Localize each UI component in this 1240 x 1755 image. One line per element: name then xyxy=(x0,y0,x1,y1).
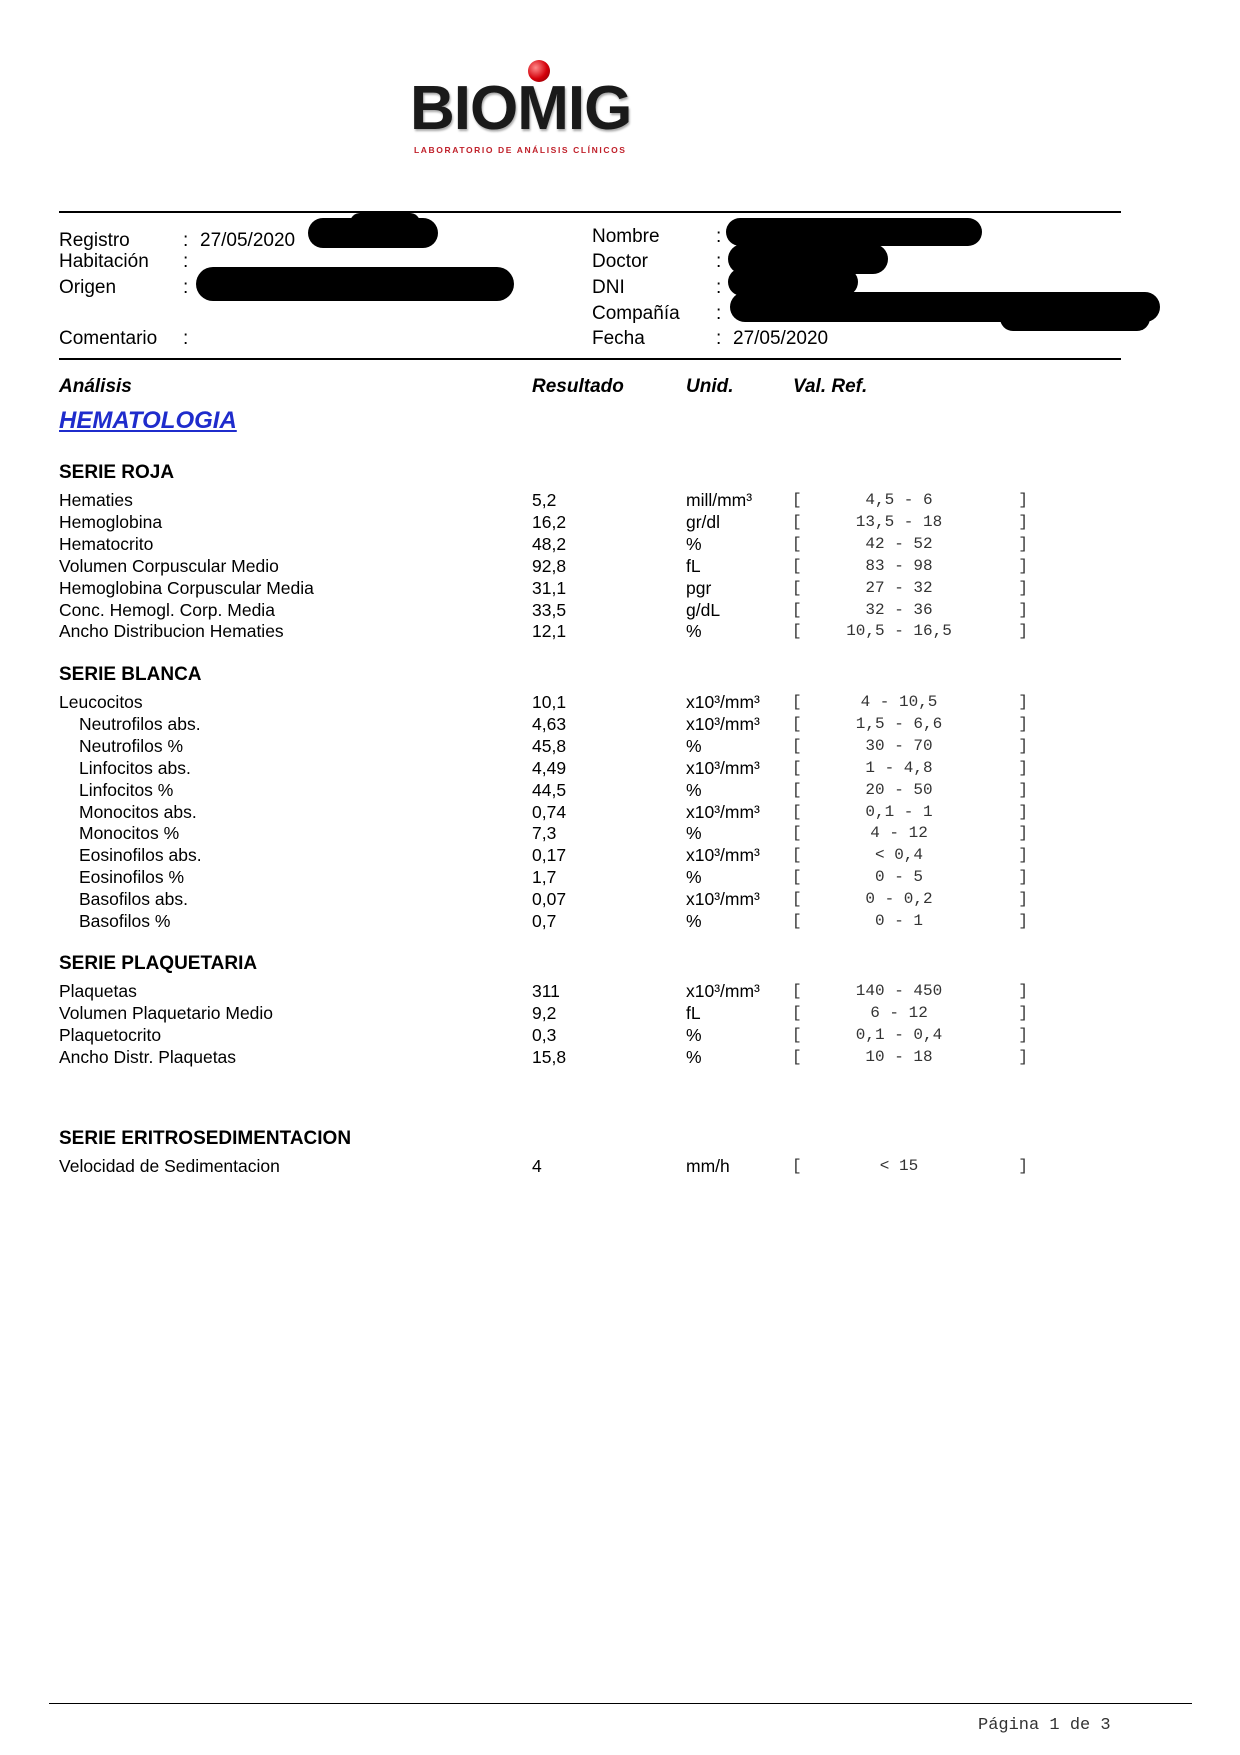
footer-rule xyxy=(49,1703,1192,1704)
ref-close-bracket: ] xyxy=(1018,600,1028,619)
result-value: 92,8 xyxy=(532,555,567,576)
analysis-name: Hemoglobina Corpuscular Media xyxy=(59,577,314,598)
table-row xyxy=(0,801,1240,823)
ref-open-bracket: [ xyxy=(792,824,802,843)
fecha-label: Fecha xyxy=(592,328,645,349)
column-header-analysis: Análisis xyxy=(59,376,132,397)
habitacion-label: Habitación xyxy=(59,251,149,272)
fecha-value: 27/05/2020 xyxy=(733,328,829,349)
analysis-name: Linfocitos abs. xyxy=(79,757,191,778)
ref-close-bracket: ] xyxy=(1018,1047,1028,1066)
unit-value: mm/h xyxy=(686,1156,730,1176)
result-value: 16,2 xyxy=(532,511,567,532)
unit-value: % xyxy=(686,533,702,554)
ref-close-bracket: ] xyxy=(1018,1025,1028,1044)
ref-close-bracket: ] xyxy=(1018,846,1028,865)
ref-range-value: 0,1 - 0,4 xyxy=(855,1025,943,1044)
registro-colon: : xyxy=(183,230,189,251)
lab-logo xyxy=(410,56,690,166)
table-row xyxy=(0,757,1240,779)
origen-colon: : xyxy=(183,277,189,298)
ref-open-bracket: [ xyxy=(792,600,802,619)
analysis-name: Monocitos abs. xyxy=(79,801,197,822)
unit-value: x10³/mm³ xyxy=(686,757,760,778)
column-header-ref: Val. Ref. xyxy=(793,376,868,397)
ref-open-bracket: [ xyxy=(792,491,802,509)
analysis-name: Basofilos % xyxy=(79,911,171,931)
ref-close-bracket: ] xyxy=(1018,556,1028,575)
ref-range-value: 30 - 70 xyxy=(865,736,933,755)
ref-open-bracket: [ xyxy=(792,578,802,597)
table-row xyxy=(0,1024,1240,1046)
unit-value: % xyxy=(686,779,702,800)
ref-range-value: 4 - 10,5 xyxy=(860,693,938,711)
ref-close-bracket: ] xyxy=(1018,622,1028,641)
ref-open-bracket: [ xyxy=(792,736,802,755)
table-row xyxy=(0,511,1240,533)
dni-label: DNI xyxy=(592,277,625,298)
header-top-rule xyxy=(59,211,1121,213)
table-row xyxy=(0,599,1240,621)
redaction-mark xyxy=(1000,305,1150,331)
ref-range-value: 1 - 4,8 xyxy=(865,758,933,777)
table-row xyxy=(0,980,1240,1002)
analysis-name: Eosinofilos abs. xyxy=(79,845,202,866)
result-value: 0,7 xyxy=(532,911,557,931)
ref-range-value: 27 - 32 xyxy=(865,578,933,597)
ref-close-bracket: ] xyxy=(1018,868,1028,887)
comentario-label: Comentario xyxy=(59,328,158,349)
table-row xyxy=(0,910,1240,932)
unit-value: x10³/mm³ xyxy=(686,889,760,910)
result-value: 7,3 xyxy=(532,823,557,844)
unit-value: x10³/mm³ xyxy=(686,981,760,1001)
ref-open-bracket: [ xyxy=(792,512,802,531)
table-row xyxy=(0,489,1240,511)
ref-close-bracket: ] xyxy=(1018,1157,1028,1175)
ref-open-bracket: [ xyxy=(792,693,802,711)
ref-range-value: 32 - 36 xyxy=(865,600,933,619)
analysis-name: Eosinofilos % xyxy=(79,867,185,888)
table-row xyxy=(0,735,1240,757)
compania-colon: : xyxy=(716,303,722,324)
ref-close-bracket: ] xyxy=(1018,736,1028,755)
unit-value: x10³/mm³ xyxy=(686,845,760,866)
ref-open-bracket: [ xyxy=(792,1003,802,1022)
result-value: 33,5 xyxy=(532,599,567,620)
ref-open-bracket: [ xyxy=(792,982,802,1000)
unit-value: % xyxy=(686,911,702,931)
ref-range-value: 4 - 12 xyxy=(870,824,928,843)
analysis-name: Velocidad de Sedimentacion xyxy=(59,1156,280,1176)
analysis-name: Hematocrito xyxy=(59,533,154,554)
page-number: Página 1 de 3 xyxy=(978,1716,1111,1735)
table-row xyxy=(0,691,1240,713)
analysis-name: Conc. Hemogl. Corp. Media xyxy=(59,599,275,620)
result-value: 1,7 xyxy=(532,867,557,888)
unit-value: fL xyxy=(686,555,701,576)
ref-open-bracket: [ xyxy=(792,802,802,821)
ref-close-bracket: ] xyxy=(1018,780,1028,799)
ref-open-bracket: [ xyxy=(792,758,802,777)
analysis-name: Plaquetas xyxy=(59,981,137,1001)
result-value: 311 xyxy=(532,981,560,1001)
unit-value: % xyxy=(686,823,702,844)
ref-open-bracket: [ xyxy=(792,1157,802,1175)
unit-value: % xyxy=(686,735,702,756)
result-value: 4,63 xyxy=(532,713,567,734)
dni-colon: : xyxy=(716,277,722,298)
ref-close-bracket: ] xyxy=(1018,912,1028,930)
analysis-name: Neutrofilos % xyxy=(79,735,184,756)
analysis-name: Hemoglobina xyxy=(59,511,163,532)
ref-range-value: 0 - 5 xyxy=(874,868,923,887)
analysis-name: Monocitos % xyxy=(79,823,180,844)
analysis-name: Volumen Plaquetario Medio xyxy=(59,1002,274,1023)
unit-value: % xyxy=(686,1046,702,1067)
logo-wordmark: BIOMIG xyxy=(410,74,632,143)
table-row xyxy=(0,779,1240,801)
ref-close-bracket: ] xyxy=(1018,758,1028,777)
analysis-name: Linfocitos % xyxy=(79,779,174,800)
table-row xyxy=(0,577,1240,599)
result-value: 0,07 xyxy=(532,889,567,910)
analysis-name: Ancho Distr. Plaquetas xyxy=(59,1046,237,1067)
result-value: 0,74 xyxy=(532,801,567,822)
ref-close-bracket: ] xyxy=(1018,714,1028,733)
analysis-name: Neutrofilos abs. xyxy=(79,713,201,734)
ref-open-bracket: [ xyxy=(792,912,802,930)
ref-range-value: 0 - 0,2 xyxy=(865,890,933,909)
column-header-unit: Unid. xyxy=(686,376,734,397)
origen-label: Origen xyxy=(59,277,117,298)
ref-range-value: 4,5 - 6 xyxy=(865,491,933,509)
ref-close-bracket: ] xyxy=(1018,693,1028,711)
table-row xyxy=(0,1046,1240,1068)
series-title-serie-roja: SERIE ROJA xyxy=(59,462,175,483)
ref-range-value: 42 - 52 xyxy=(865,534,933,553)
ref-close-bracket: ] xyxy=(1018,802,1028,821)
analysis-name: Basofilos abs. xyxy=(79,889,188,910)
ref-open-bracket: [ xyxy=(792,1047,802,1066)
ref-range-value: < 15 xyxy=(879,1157,919,1175)
redaction-mark xyxy=(726,218,982,246)
fecha-colon: : xyxy=(716,328,722,349)
analysis-name: Plaquetocrito xyxy=(59,1024,162,1045)
unit-value: % xyxy=(686,621,702,642)
unit-value: % xyxy=(686,867,702,888)
ref-open-bracket: [ xyxy=(792,780,802,799)
compania-label: Compañía xyxy=(592,303,680,324)
ref-range-value: 20 - 50 xyxy=(865,780,933,799)
result-value: 10,1 xyxy=(532,692,567,712)
ref-open-bracket: [ xyxy=(792,556,802,575)
ref-range-value: 83 - 98 xyxy=(865,556,933,575)
ref-range-value: 10,5 - 16,5 xyxy=(846,622,952,641)
ref-range-value: < 0,4 xyxy=(874,846,923,865)
ref-close-bracket: ] xyxy=(1018,824,1028,843)
comentario-colon: : xyxy=(183,328,189,349)
ref-close-bracket: ] xyxy=(1018,512,1028,531)
result-value: 9,2 xyxy=(532,1002,557,1023)
analysis-name: Ancho Distribucion Hematies xyxy=(59,621,284,642)
result-value: 44,5 xyxy=(532,779,567,800)
ref-open-bracket: [ xyxy=(792,622,802,641)
ref-open-bracket: [ xyxy=(792,534,802,553)
redaction-mark xyxy=(350,213,420,233)
unit-value: % xyxy=(686,1024,702,1045)
result-value: 4 xyxy=(532,1156,542,1176)
table-row xyxy=(0,713,1240,735)
ref-range-value: 140 - 450 xyxy=(855,982,943,1000)
doctor-colon: : xyxy=(716,251,722,272)
ref-close-bracket: ] xyxy=(1018,578,1028,597)
ref-open-bracket: [ xyxy=(792,868,802,887)
result-value: 31,1 xyxy=(532,577,567,598)
ref-close-bracket: ] xyxy=(1018,534,1028,553)
ref-open-bracket: [ xyxy=(792,714,802,733)
ref-close-bracket: ] xyxy=(1018,982,1028,1000)
logo-subtitle: LABORATORIO DE ANÁLISIS CLÍNICOS xyxy=(414,145,627,155)
ref-open-bracket: [ xyxy=(792,890,802,909)
unit-value: pgr xyxy=(686,577,712,598)
unit-value: gr/dl xyxy=(686,511,721,532)
result-value: 0,3 xyxy=(532,1024,557,1045)
section-title-hematologia[interactable]: HEMATOLOGIA xyxy=(59,407,237,434)
result-value: 15,8 xyxy=(532,1046,567,1067)
unit-value: x10³/mm³ xyxy=(686,692,760,712)
table-row xyxy=(0,1002,1240,1024)
ref-range-value: 6 - 12 xyxy=(870,1003,928,1022)
result-value: 5,2 xyxy=(532,490,557,510)
result-value: 4,49 xyxy=(532,757,567,778)
nombre-colon: : xyxy=(716,226,722,247)
analysis-name: Volumen Corpuscular Medio xyxy=(59,555,279,576)
ref-range-value: 13,5 - 18 xyxy=(855,512,943,531)
ref-open-bracket: [ xyxy=(792,1025,802,1044)
unit-value: mill/mm³ xyxy=(686,490,753,510)
table-row xyxy=(0,1155,1240,1177)
result-value: 48,2 xyxy=(532,533,567,554)
ref-close-bracket: ] xyxy=(1018,890,1028,909)
series-title-serie-blanca: SERIE BLANCA xyxy=(59,664,202,685)
ref-range-value: 1,5 - 6,6 xyxy=(855,714,943,733)
series-title-serie-plaquetaria: SERIE PLAQUETARIA xyxy=(59,953,258,974)
ref-open-bracket: [ xyxy=(792,846,802,865)
ref-range-value: 0,1 - 1 xyxy=(865,802,933,821)
table-row xyxy=(0,866,1240,888)
ref-close-bracket: ] xyxy=(1018,491,1028,509)
ref-close-bracket: ] xyxy=(1018,1003,1028,1022)
unit-value: g/dL xyxy=(686,599,721,620)
ref-range-value: 10 - 18 xyxy=(865,1047,933,1066)
habitacion-colon: : xyxy=(183,251,189,272)
unit-value: x10³/mm³ xyxy=(686,801,760,822)
registro-value: 27/05/2020 xyxy=(200,230,296,251)
series-title-serie-eritrosedimentacion: SERIE ERITROSEDIMENTACION xyxy=(59,1128,352,1149)
table-row xyxy=(0,888,1240,910)
table-row xyxy=(0,844,1240,866)
table-row xyxy=(0,555,1240,577)
header-bottom-rule xyxy=(59,358,1121,360)
result-value: 12,1 xyxy=(532,621,567,642)
unit-value: x10³/mm³ xyxy=(686,713,760,734)
table-row xyxy=(0,533,1240,555)
doctor-label: Doctor xyxy=(592,251,648,272)
table-row xyxy=(0,822,1240,844)
result-value: 45,8 xyxy=(532,735,567,756)
analysis-name: Leucocitos xyxy=(59,692,143,712)
unit-value: fL xyxy=(686,1002,701,1023)
column-header-result: Resultado xyxy=(532,376,624,397)
result-value: 0,17 xyxy=(532,845,567,866)
nombre-label: Nombre xyxy=(592,226,660,247)
redaction-mark xyxy=(196,267,514,301)
table-row xyxy=(0,620,1240,642)
ref-range-value: 0 - 1 xyxy=(874,912,923,930)
registro-label: Registro xyxy=(59,230,130,251)
analysis-name: Hematies xyxy=(59,490,133,510)
